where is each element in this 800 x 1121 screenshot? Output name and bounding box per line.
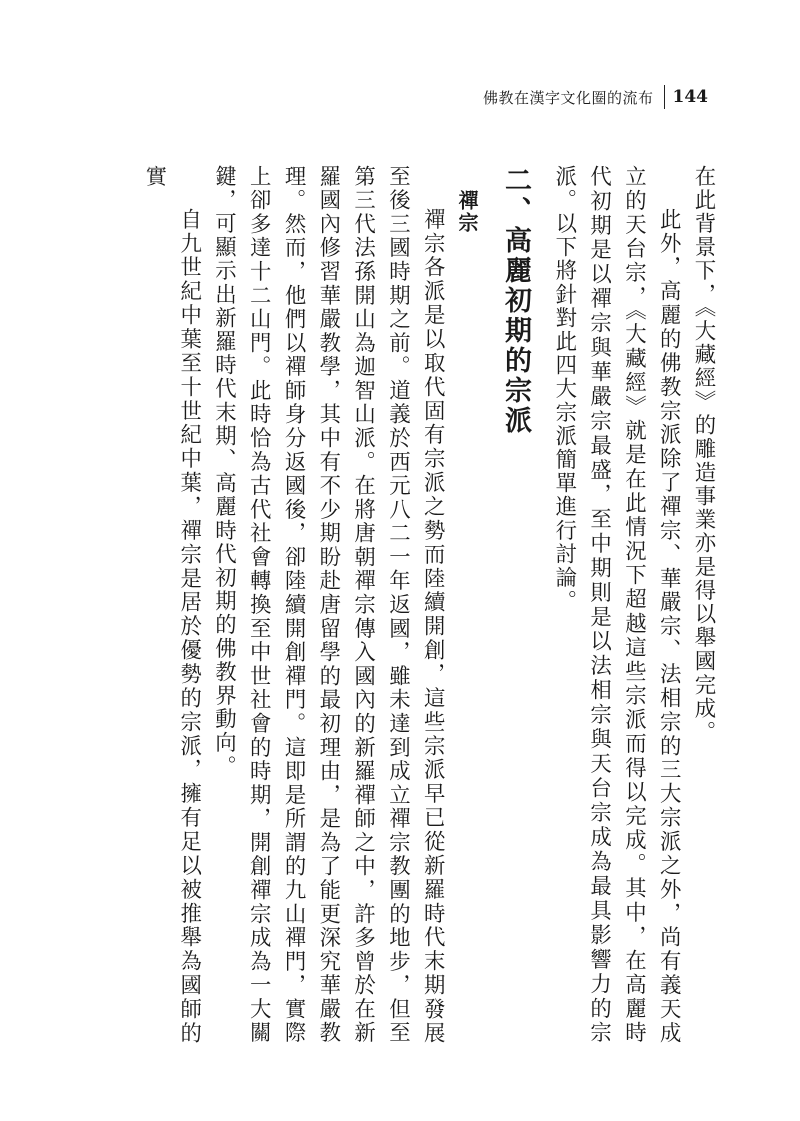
paragraph: 禪宗各派是以取代固有宗派之勢而陸續開創，這些宗派早已從新羅時代末期發展至後三國時期之前。道義於西元八二一年返國，雖未達到成立禪宗教團的地步，但至第三代法孫開山為迦智山派。在將唐朝禪宗傳入國內的新羅禪師之中，許多曾於在新羅國內修習華嚴教學，其中有不少期盼赴唐留學的最初理由，是為了能更深究華嚴教理。然而，他們以禪師身分返國後，卻陸續開創禪門。這即是所謂的九山禪門，實際上卻多達十二山門。此時恰為古代社會轉換至中世社會的時期，開創禪宗成為一大關鍵，可顯示出新羅時代末期、高麗時代初期的佛教界動向。 — [211, 165, 446, 1045]
book-title: 佛教在漢字文化圈的流布 — [482, 88, 654, 107]
page-body — [80, 165, 720, 1045]
subsection-heading: 禪宗 — [455, 190, 480, 234]
header-divider — [664, 85, 665, 109]
page-number: 144 — [672, 87, 708, 107]
paragraph-continued: 在此背景下，《大藏經》的雕造事業亦是得以舉國完成。 — [691, 165, 716, 745]
paragraph: 自九世紀中葉至十世紀中葉，禪宗是居於優勢的宗派，擁有足以被推舉為國師的實 — [141, 165, 202, 1045]
running-header — [483, 84, 708, 110]
section-heading: 二、高麗初期的宗派 — [500, 166, 532, 436]
paragraph: 此外，高麗的佛教宗派除了禪宗、華嚴宗、法相宗的三大宗派之外，尚有義天成立的天台宗，《大藏經》就是在此情況下超越這些宗派而得以完成。其中，在高麗時代初期是以禪宗與華嚴宗最盛，至中期則是以法相宗與天台宗成為最具影響力的宗派。以下將針對此四大宗派簡單進行討論。 — [551, 165, 682, 1045]
